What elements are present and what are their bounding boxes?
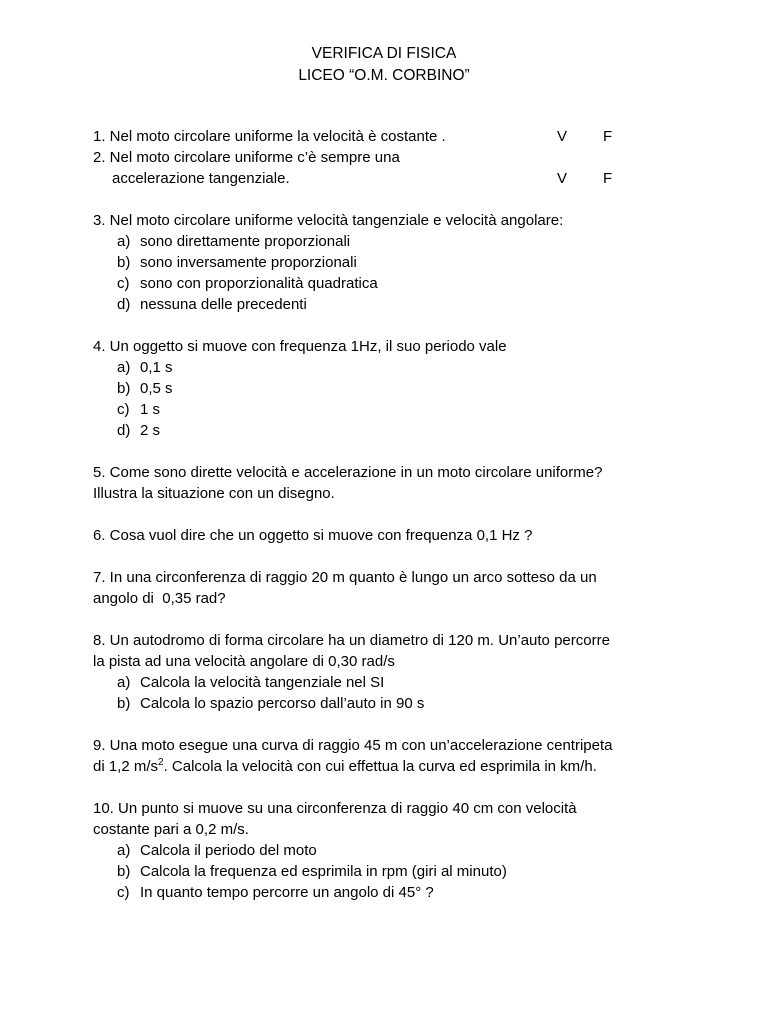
option-text: 0,1 s	[140, 359, 173, 376]
question-3-text: 3. Nel moto circolare uniforme velocità tangenziale e velocità angolare:	[93, 212, 564, 229]
squared-superscript: 2	[158, 757, 164, 768]
question-4-text: 4. Un oggetto si muove con frequenza 1Hz, il suo periodo vale	[93, 338, 507, 355]
question-2-true-option: V	[557, 170, 568, 187]
question-9-line-2-end: . Calcola la velocità con cui effettua la curva ed esprimila in km/h.	[163, 758, 597, 775]
question-3-option-c	[93, 273, 683, 294]
question-5-line-1: 5. Come sono dirette velocità e accelerazione in un moto circolare uniforme?	[93, 464, 603, 481]
school-name: LICEO “O.M. CORBINO”	[298, 67, 470, 84]
question-10-line-2: costante pari a 0,2 m/s.	[93, 821, 249, 838]
option-text: 1 s	[140, 401, 161, 418]
option-label: d)	[117, 422, 131, 439]
question-6-text: 6. Cosa vuol dire che un oggetto si muove con frequenza 0,1 Hz ?	[93, 527, 533, 544]
question-10-option-b	[93, 861, 683, 882]
question-8-option-a	[93, 672, 683, 693]
option-text: sono inversamente proporzionali	[140, 254, 357, 271]
option-text: sono direttamente proporzionali	[140, 233, 351, 250]
question-4-option-c	[93, 399, 683, 420]
option-label: a)	[117, 233, 131, 250]
question-10-option-c	[93, 882, 683, 903]
question-4-option-b	[93, 378, 683, 399]
question-4-option-a	[93, 357, 683, 378]
option-label: b)	[117, 695, 131, 712]
option-label: d)	[117, 296, 131, 313]
document-title: VERIFICA DI FISICA	[311, 45, 457, 62]
option-label: c)	[117, 401, 130, 418]
option-text: Calcola la velocità tangenziale nel SI	[140, 674, 385, 691]
option-text: 0,5 s	[140, 380, 173, 397]
option-label: c)	[117, 884, 130, 901]
question-10-option-a	[93, 840, 683, 861]
question-1	[93, 126, 683, 147]
option-text: sono con proporzionalità quadratica	[140, 275, 378, 292]
question-1-text: 1. Nel moto circolare uniforme la velocità è costante .	[93, 128, 446, 145]
question-3-option-a	[93, 231, 683, 252]
question-8-line-1: 8. Un autodromo di forma circolare ha un diametro di 120 m. Un’auto percorre	[93, 632, 610, 649]
question-1-false-option: F	[603, 128, 613, 145]
option-label: a)	[117, 842, 131, 859]
question-9-line-2-start: di 1,2 m/s	[93, 758, 159, 775]
option-label: b)	[117, 863, 131, 880]
option-text: Calcola la frequenza ed esprimila in rpm (giri al minuto)	[140, 863, 507, 880]
option-text: Calcola lo spazio percorso dall’auto in 90 s	[140, 695, 425, 712]
question-10-line-1: 10. Un punto si muove su una circonferenza di raggio 40 cm con velocità	[93, 800, 577, 817]
question-list	[93, 126, 683, 903]
option-text: Calcola il periodo del moto	[140, 842, 317, 859]
question-2-false-option: F	[603, 170, 613, 187]
question-5-line-2: Illustra la situazione con un disegno.	[93, 485, 335, 502]
question-2-line-2: accelerazione tangenziale.	[112, 170, 290, 187]
question-3-option-b	[93, 252, 683, 273]
option-label: c)	[117, 275, 130, 292]
option-label: a)	[117, 674, 131, 691]
question-2-line-1: 2. Nel moto circolare uniforme c’è sempre una	[93, 149, 400, 166]
option-label: b)	[117, 380, 131, 397]
question-2	[93, 168, 683, 189]
option-text: In quanto tempo percorre un angolo di 45° ?	[140, 884, 434, 901]
question-7-line-2: angolo di 0,35 rad?	[93, 590, 226, 607]
option-text: nessuna delle precedenti	[140, 296, 307, 313]
question-9-line-2	[93, 756, 683, 777]
question-4-option-d	[93, 420, 683, 441]
question-8-line-2: la pista ad una velocità angolare di 0,30 rad/s	[93, 653, 395, 670]
option-label: b)	[117, 254, 131, 271]
question-1-true-option: V	[557, 128, 568, 145]
question-7-line-1: 7. In una circonferenza di raggio 20 m quanto è lungo un arco sotteso da un	[93, 569, 597, 586]
question-8-option-b	[93, 693, 683, 714]
option-text: 2 s	[140, 422, 161, 439]
option-label: a)	[117, 359, 131, 376]
question-3-option-d	[93, 294, 683, 315]
question-9-line-1: 9. Una moto esegue una curva di raggio 45 m con un’accelerazione centripeta	[93, 737, 613, 754]
